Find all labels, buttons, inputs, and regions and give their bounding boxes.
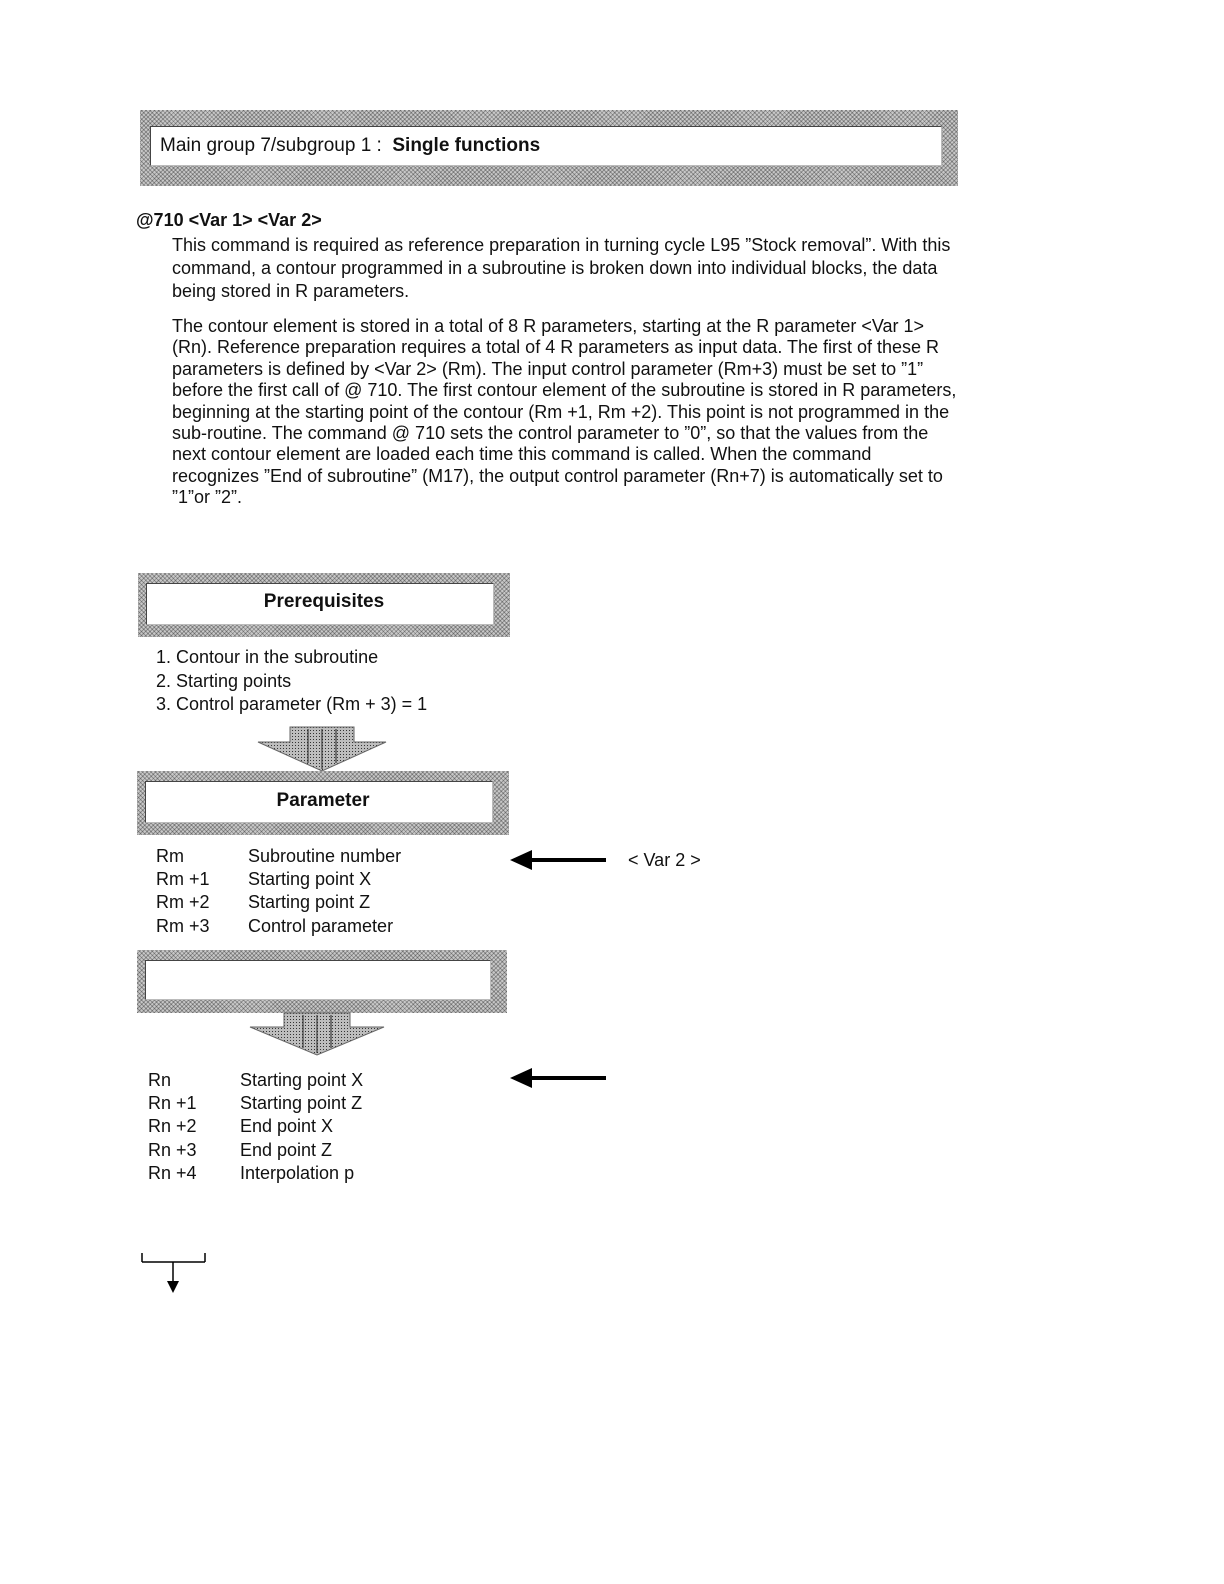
table-row bbox=[148, 1139, 468, 1162]
table-row bbox=[148, 1162, 468, 1185]
parameter-table bbox=[156, 845, 476, 938]
prerequisites-list bbox=[156, 646, 427, 717]
param-desc: Interpolation p bbox=[240, 1162, 355, 1183]
continued-arrow-icon bbox=[141, 1253, 207, 1295]
param-name: Rm bbox=[156, 846, 184, 866]
list-item: 3. Control parameter (Rm + 3) = 1 bbox=[156, 694, 428, 714]
param-name: Rm +3 bbox=[156, 915, 210, 936]
param-name: Rm +1 bbox=[156, 869, 210, 890]
left-arrow-icon bbox=[510, 1067, 606, 1089]
var2-label: < Var 2 > bbox=[628, 850, 701, 870]
param-name: Rn +1 bbox=[148, 1093, 197, 1114]
flow-down-arrow-icon bbox=[256, 727, 388, 773]
param-name: Rn +3 bbox=[148, 1139, 197, 1160]
table-row bbox=[156, 891, 476, 914]
list-item: 1. Contour in the subroutine bbox=[156, 647, 379, 667]
prerequisites-box bbox=[138, 573, 510, 637]
prerequisites-title: Prerequisites bbox=[263, 591, 385, 612]
table-row bbox=[148, 1115, 468, 1138]
command-heading: @710 <Var 1> <Var 2> bbox=[136, 210, 322, 230]
param-name: Rn bbox=[148, 1070, 172, 1090]
table-row bbox=[156, 845, 476, 868]
header-prefix: Main group 7/subgroup 1 : bbox=[160, 135, 382, 156]
command-paragraph-2: The contour element is stored in a total of 8 R parameters, starting at the R parameter <Var 1> (Rn). Reference preparation requires a total of 4 R parameters as input data. The first of these R parameters is defined by <Var 2> (Rm). The input control parameter (Rm+3) must be set to ”1” before the first call of @ 710. The first contour element of the subroutine is stored in R parameters, beginning at the starting point of the contour (Rm +1, Rm +2). This point is not programmed in the sub-routine. The command @ 710 sets the control parameter to ”0”, so that the values from the next contour element are loaded each time this command is called. When the command recognizes ”End of subroutine” (M17), the output control parameter (Rn+7) is automatically set to ”1”or ”2”. bbox=[172, 316, 957, 508]
param-desc: Starting point Z bbox=[240, 1093, 363, 1114]
header-subject: Single functions bbox=[392, 135, 541, 156]
param-desc: Subroutine number bbox=[248, 846, 402, 866]
output-box bbox=[137, 950, 507, 1013]
param-name: Rn +4 bbox=[148, 1162, 197, 1183]
table-row bbox=[148, 1069, 468, 1092]
output-table bbox=[148, 1069, 468, 1185]
parameter-title: Parameter bbox=[276, 790, 370, 811]
list-item: 2. Starting points bbox=[156, 670, 292, 691]
param-name: Rm +2 bbox=[156, 892, 210, 913]
table-row bbox=[156, 915, 476, 938]
parameter-box bbox=[137, 771, 509, 835]
param-desc: End point Z bbox=[240, 1139, 333, 1160]
param-desc: Starting point Z bbox=[248, 892, 371, 913]
header-title bbox=[160, 135, 540, 157]
param-desc: Control parameter bbox=[248, 915, 394, 936]
left-arrow-icon bbox=[510, 849, 606, 871]
param-desc: Starting point X bbox=[240, 1070, 364, 1090]
table-row bbox=[156, 868, 476, 891]
param-desc: Starting point X bbox=[248, 869, 372, 890]
param-desc: End point X bbox=[240, 1116, 334, 1137]
param-name: Rn +2 bbox=[148, 1116, 197, 1137]
command-paragraph-1: This command is required as reference preparation in turning cycle L95 ”Stock removal”. With this command, a contour programmed in a subroutine is broken down into individual blocks, the data being stored in R parameters. bbox=[172, 235, 951, 302]
table-row bbox=[148, 1092, 468, 1115]
flow-down-arrow-icon bbox=[248, 1013, 386, 1057]
